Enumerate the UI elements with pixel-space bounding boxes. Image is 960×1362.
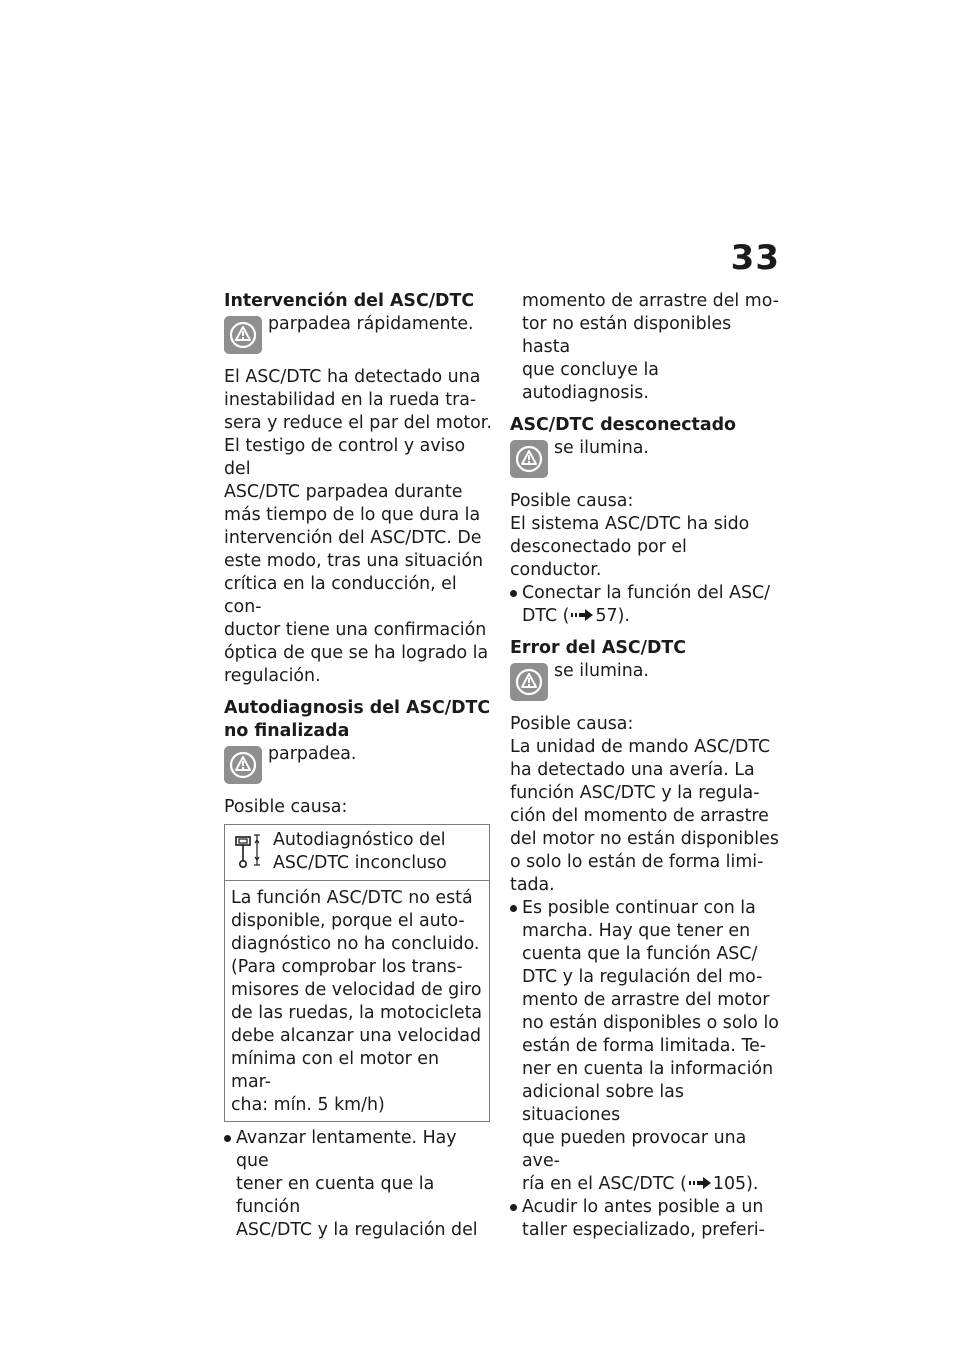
info-box-title-line2: ASC/DTC inconcluso	[273, 853, 447, 873]
bullet-line: están de forma limitada. Te-	[522, 1036, 767, 1056]
bullet-line: Conectar la función del ASC/	[522, 583, 771, 603]
section-heading: Error del ASC/DTC	[510, 638, 687, 658]
paragraph-line: tada.	[510, 875, 555, 895]
paragraph-line: sera y reduce el par del motor.	[224, 413, 492, 433]
asc-dtc-warning-icon	[510, 440, 548, 478]
paragraph-line: ción del momento de arrastre	[510, 806, 769, 826]
section-intervention	[224, 290, 494, 688]
paragraph-line: ductor tiene una confirmación	[224, 620, 487, 640]
paragraph-line: o solo lo están de forma limi-	[510, 852, 764, 872]
sensor-diagnostic-icon	[233, 831, 265, 871]
paragraph-line: intervención del ASC/DTC. De	[224, 528, 482, 548]
info-box	[224, 824, 490, 1122]
bullet-line: momento de arrastre del mo-	[522, 291, 779, 311]
bullet-line: cuenta que la función ASC/	[522, 944, 758, 964]
section-heading: ASC/DTC desconectado	[510, 415, 736, 435]
bullet-text: DTC (	[522, 606, 570, 626]
paragraph-line: desconectado por el conductor.	[510, 537, 687, 580]
page-reference-arrow-icon	[687, 1176, 713, 1190]
left-column	[224, 290, 494, 1242]
info-box-title: Autodiagnóstico del	[273, 830, 446, 850]
bullet-line: marcha. Hay que tener en	[522, 921, 751, 941]
indicator-text: se ilumina.	[554, 661, 649, 681]
paragraph-line: función ASC/DTC y la regula-	[510, 783, 760, 803]
bullet-line-with-ref	[522, 605, 782, 628]
paragraph-line: La unidad de mando ASC/DTC	[510, 737, 771, 757]
info-box-line: mínima con el motor en mar-	[231, 1049, 439, 1092]
page-reference-link[interactable]: 57	[595, 606, 618, 626]
page-reference-arrow-icon	[569, 608, 595, 622]
bullet-line-with-ref	[522, 1173, 782, 1196]
bullet-line: no están disponibles o solo lo	[522, 1013, 779, 1033]
info-box-line: misores de velocidad de giro	[231, 980, 482, 1000]
info-box-line: La función ASC/DTC no está	[231, 888, 473, 908]
bullet-line: tor no están disponibles hasta	[522, 314, 732, 357]
section-error	[510, 637, 782, 1242]
bullet-item	[510, 1196, 782, 1242]
bullet-line: adicional sobre las situaciones	[522, 1082, 684, 1125]
bullet-item	[224, 1127, 494, 1242]
bullet-line: mento de arrastre del motor	[522, 990, 770, 1010]
info-box-line: diagnóstico no ha concluido.	[231, 934, 480, 954]
section-heading: Autodiagnosis del ASC/DTC	[224, 698, 491, 718]
info-box-line: cha: mín. 5 km/h)	[231, 1095, 385, 1115]
paragraph-line: El ASC/DTC ha detectado una	[224, 367, 481, 387]
paragraph-line: El testigo de control y aviso del	[224, 436, 466, 479]
info-box-line: de las ruedas, la motocicleta	[231, 1003, 483, 1023]
bullet-text: ría en el ASC/DTC (	[522, 1174, 687, 1194]
section-heading: Intervención del ASC/DTC	[224, 291, 475, 311]
info-box-line: (Para comprobar los trans-	[231, 957, 463, 977]
page-number: 33	[730, 238, 780, 278]
cause-label: Posible causa:	[224, 797, 348, 817]
indicator-text: parpadea.	[268, 744, 357, 764]
bullet-line: Es posible continuar con la	[522, 898, 756, 918]
info-box-line: debe alcanzar una velocidad	[231, 1026, 482, 1046]
page-reference-link[interactable]: 105	[712, 1174, 747, 1194]
bullet-text: ).	[617, 606, 630, 626]
section-disconnected	[510, 414, 782, 628]
info-box-header	[225, 825, 489, 881]
info-box-line: disponible, porque el auto-	[231, 911, 465, 931]
info-box-body	[225, 881, 489, 1121]
indicator-row	[510, 660, 782, 704]
asc-dtc-warning-icon	[510, 663, 548, 701]
bullet-line: ner en cuenta la información	[522, 1059, 774, 1079]
paragraph-line: óptica de que se ha logrado la	[224, 643, 489, 663]
paragraph-line: regulación.	[224, 666, 321, 686]
paragraph-line: El sistema ASC/DTC ha sido	[510, 514, 750, 534]
bullet-line: que concluye la autodiagnosis.	[522, 360, 659, 403]
indicator-row	[224, 743, 494, 787]
paragraph-line: más tiempo de lo que dura la	[224, 505, 481, 525]
bullet-line: ASC/DTC y la regulación del	[236, 1220, 478, 1240]
bullet-dot	[510, 1204, 517, 1211]
indicator-text: se ilumina.	[554, 438, 649, 458]
paragraph-line: ha detectado una avería. La	[510, 760, 755, 780]
paragraph-line: del motor no están disponibles	[510, 829, 779, 849]
bullet-line: que pueden provocar una ave-	[522, 1128, 747, 1171]
bullet-item	[510, 897, 782, 1196]
section-heading-line2: no finalizada	[224, 721, 350, 741]
paragraph-line: crítica en la conducción, el con-	[224, 574, 457, 617]
right-column	[510, 290, 782, 1242]
bullet-item	[510, 582, 782, 628]
paragraph-line: inestabilidad en la rueda tra-	[224, 390, 477, 410]
bullet-line: Acudir lo antes posible a un	[522, 1197, 764, 1217]
bullet-dot	[510, 590, 517, 597]
indicator-row	[224, 313, 494, 357]
asc-dtc-warning-icon	[224, 316, 262, 354]
bullet-dot	[510, 905, 517, 912]
paragraph-line: ASC/DTC parpadea durante	[224, 482, 463, 502]
bullet-line: taller especializado, preferi-	[522, 1220, 765, 1240]
bullet-continuation	[510, 290, 782, 405]
indicator-row	[510, 437, 782, 481]
asc-dtc-warning-icon	[224, 746, 262, 784]
bullet-text: ).	[746, 1174, 759, 1194]
bullet-line: tener en cuenta que la función	[236, 1174, 435, 1217]
bullet-dot	[224, 1135, 231, 1142]
paragraph-line: este modo, tras una situación	[224, 551, 484, 571]
bullet-line: Avanzar lentamente. Hay que	[236, 1128, 457, 1171]
section-selfdiagnosis	[224, 697, 494, 1242]
cause-label: Posible causa:	[510, 491, 634, 511]
indicator-text: parpadea rápidamente.	[268, 314, 474, 334]
bullet-line: DTC y la regulación del mo-	[522, 967, 763, 987]
cause-label: Posible causa:	[510, 714, 634, 734]
